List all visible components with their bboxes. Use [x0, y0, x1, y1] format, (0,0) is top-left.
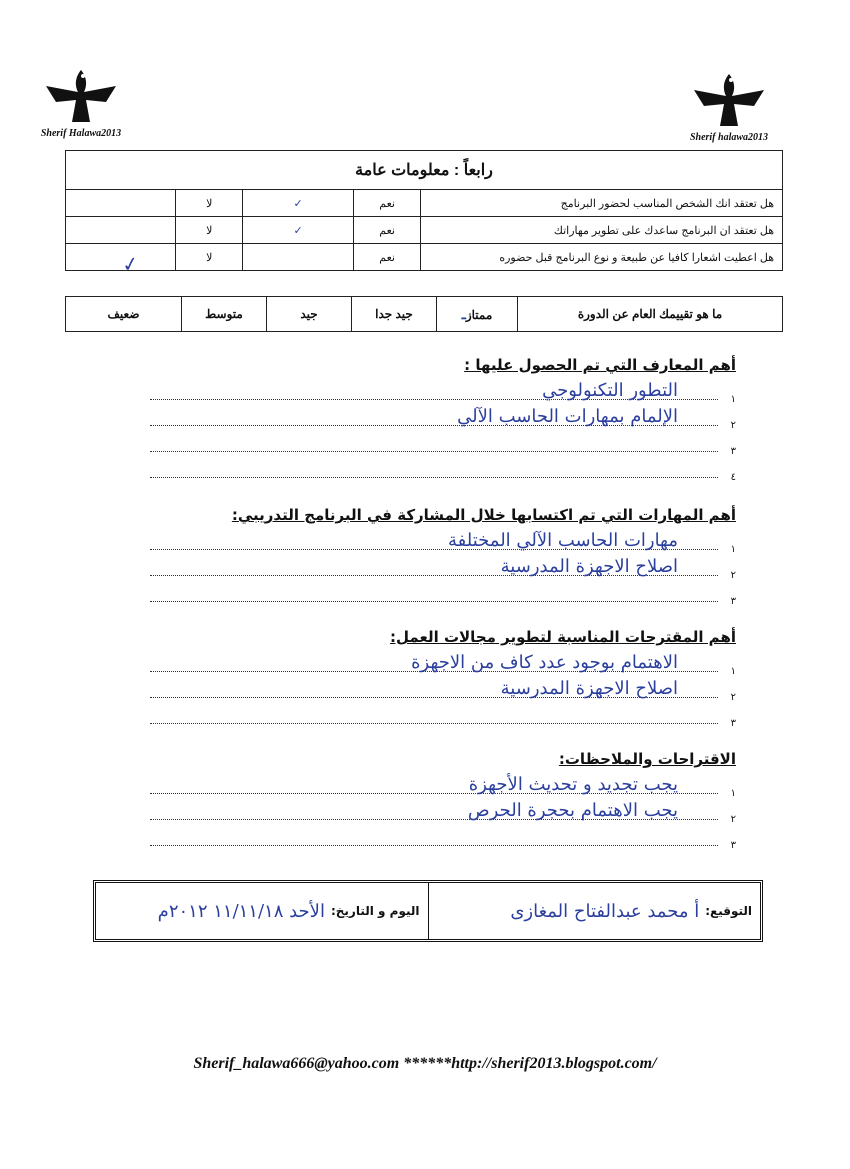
yes-label: نعم [353, 244, 420, 271]
general-info-table [65, 150, 783, 271]
rating-option-good[interactable]: جيد [267, 297, 352, 332]
signature-field[interactable] [429, 883, 761, 939]
rating-option-very-good[interactable]: جيد جدا [352, 297, 437, 332]
section-suggestions [150, 750, 736, 851]
rating-option-weak[interactable]: ضعيف [66, 297, 182, 332]
section-heading: أهم المقترحات المناسبة لتطوير مجالات العمل: [390, 628, 736, 646]
no-label: لا [176, 190, 243, 217]
answer-line[interactable] [150, 794, 736, 825]
dragon-logo-icon [26, 62, 136, 132]
question-text: هل تعتقد ان البرنامج ساعدك على تطوير مهاراتك [421, 217, 783, 244]
line-number: ٣ [730, 446, 736, 457]
section-heading: الاقتراحات والملاحظات: [558, 750, 736, 768]
answer-line[interactable] [150, 400, 736, 431]
signature-value: أ محمد عبدالفتاح المغازى [510, 900, 700, 922]
handwritten-answer: مهارات الحاسب الآلي المختلفة [448, 530, 678, 551]
line-number: ٣ [730, 718, 736, 729]
handwritten-answer: يجب تجديد و تحديث الأجهزة [468, 774, 678, 795]
dragon-logo-icon [674, 66, 784, 136]
rating-option-average[interactable]: متوسط [182, 297, 267, 332]
rating-option-excellent[interactable] [437, 297, 518, 332]
rating-question: ما هو تقييمك العام عن الدورة [518, 297, 783, 332]
section-knowledge [150, 356, 736, 483]
line-number: ٢ [730, 570, 736, 581]
line-number: ٣ [730, 596, 736, 607]
rating-table [65, 296, 783, 332]
yes-label: نعم [353, 190, 420, 217]
table-row [66, 244, 783, 271]
answer-line[interactable] [150, 768, 736, 799]
selected-mark-icon: ـ [461, 305, 466, 322]
footer-text: Sherif_halawa666@yahoo.com ******http://sherif2013.blogspot.com/ [193, 1055, 657, 1072]
handwritten-answer: التطور التكنولوجي [542, 380, 678, 401]
no-check-mark[interactable] [66, 217, 176, 244]
date-label: اليوم و التاريخ: [330, 904, 420, 918]
handwritten-answer: يجب الاهتمام بحجرة الحرص [467, 800, 678, 821]
section-heading: أهم المهارات التي تم اكتسابها خلال المشاركة في البرنامج التدريبي: [231, 506, 736, 524]
handwritten-answer: الاهتمام بوجود عدد كاف من الاجهزة [411, 652, 678, 673]
handwritten-answer: اصلاح الاجهزة المدرسية [500, 678, 678, 699]
answer-line[interactable] [150, 820, 736, 851]
answer-line[interactable] [150, 524, 736, 555]
general-info-title: رابعاً : معلومات عامة [66, 151, 783, 190]
line-number: ٤ [730, 472, 736, 483]
section-heading: أهم المعارف التي تم الحصول عليها : [464, 356, 736, 374]
line-number: ١ [730, 666, 736, 677]
no-label: لا [176, 244, 243, 271]
handwritten-answer: اصلاح الاجهزة المدرسية [500, 556, 678, 577]
handwritten-answer: الإلمام بمهارات الحاسب الآلي [457, 406, 678, 427]
yes-label: نعم [353, 217, 420, 244]
no-label: لا [176, 217, 243, 244]
line-number: ١ [730, 544, 736, 555]
answer-line[interactable] [150, 576, 736, 607]
yes-check-mark[interactable] [243, 244, 354, 271]
no-check-mark-handwritten: ✓ [120, 250, 141, 278]
line-number: ٣ [730, 840, 736, 851]
answer-line[interactable] [150, 672, 736, 703]
logo-right [674, 66, 784, 151]
yes-check-mark[interactable]: ✓ [243, 217, 354, 244]
date-field[interactable] [96, 883, 429, 939]
answer-line[interactable] [150, 452, 736, 483]
signature-label: التوقيع: [705, 904, 752, 918]
signature-box [93, 880, 763, 942]
answer-line[interactable] [150, 646, 736, 677]
table-row [66, 190, 783, 217]
logo-left-caption: Sherif Halawa2013 [40, 128, 122, 139]
question-text: هل اعطيت اشعارا كافيا عن طبيعة و نوع البرنامج قبل حضوره [421, 244, 783, 271]
rating-option-label: ممتاز [465, 307, 493, 322]
line-number: ١ [730, 788, 736, 799]
answer-line[interactable] [150, 426, 736, 457]
answer-line[interactable] [150, 374, 736, 405]
answer-line[interactable] [150, 698, 736, 729]
answer-line[interactable] [150, 550, 736, 581]
date-value: الأحد ١١/١١/١٨ ٢٠١٢م [157, 900, 325, 922]
section-skills [150, 506, 736, 607]
section-proposals [150, 628, 736, 729]
logo-right-caption: Sherif halawa2013 [689, 132, 769, 143]
line-number: ١ [730, 394, 736, 405]
line-number: ٢ [730, 692, 736, 703]
no-check-mark[interactable] [66, 190, 176, 217]
line-number: ٢ [730, 420, 736, 431]
line-number: ٢ [730, 814, 736, 825]
question-text: هل تعتقد انك الشخص المناسب لحضور البرنامج [421, 190, 783, 217]
logo-left [26, 62, 136, 147]
yes-check-mark[interactable]: ✓ [243, 190, 354, 217]
table-row [66, 217, 783, 244]
